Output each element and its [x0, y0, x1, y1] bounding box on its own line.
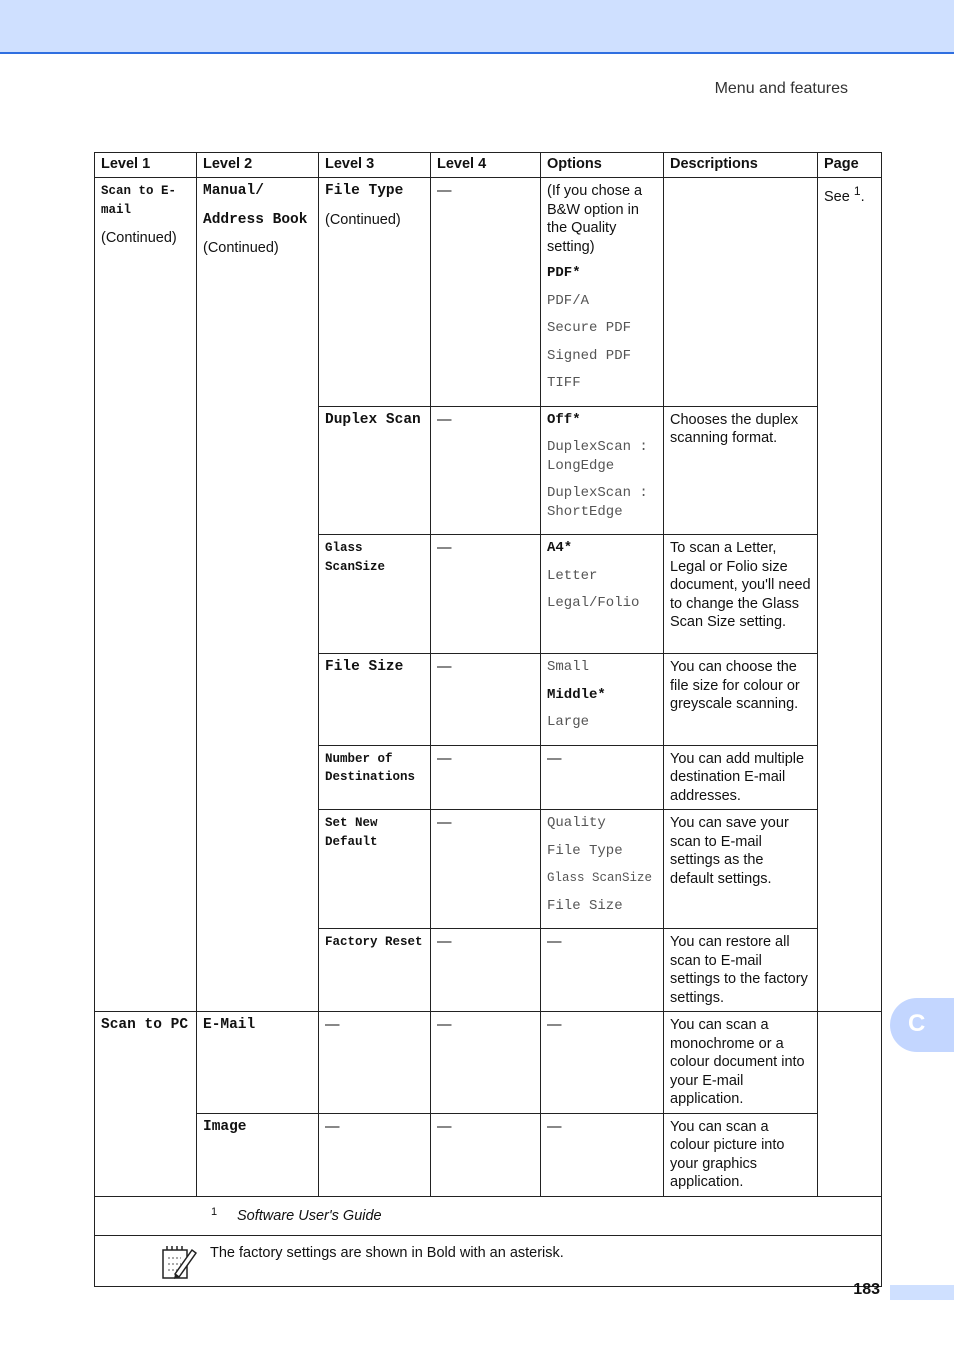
- options-cell: [541, 929, 664, 1012]
- header-level2: Level 2: [197, 153, 319, 178]
- option-item: A4*: [547, 540, 573, 556]
- level3-cell: [319, 178, 431, 407]
- level4-cell: [431, 1113, 541, 1196]
- options-cell: [541, 406, 664, 535]
- footnote-cell: [95, 1196, 882, 1235]
- dash: —: [437, 659, 452, 675]
- page-number: 183: [853, 1281, 880, 1298]
- level4-cell: [431, 810, 541, 929]
- level4-cell: [431, 1012, 541, 1114]
- description-cell: Chooses the duplex scanning format.: [664, 406, 818, 535]
- page-see: See: [824, 188, 850, 205]
- description-cell: You can choose the file size for colour or greyscale scanning.: [664, 654, 818, 746]
- level4-cell: [431, 745, 541, 810]
- option-item: Quality: [547, 815, 606, 831]
- level2-image: Image: [203, 1118, 247, 1135]
- level3-cell: [319, 810, 431, 929]
- option-item: Large: [547, 714, 590, 730]
- option-item: Secure PDF: [547, 320, 632, 336]
- level2-cell: [197, 1113, 319, 1196]
- dash: —: [437, 183, 452, 199]
- chapter-tab-letter: C: [908, 1010, 926, 1037]
- description-cell: You can add multiple destination E-mail addresses.: [664, 745, 818, 810]
- option-item: Letter: [547, 567, 598, 584]
- table-row: [95, 1012, 882, 1114]
- level4-cell: [431, 406, 541, 535]
- dash: —: [437, 1118, 452, 1135]
- level2-manual: Manual/: [203, 183, 264, 199]
- note-text: The factory settings are shown in Bold with an asterisk.: [210, 1244, 564, 1261]
- dash: —: [325, 1017, 340, 1033]
- option-item: DuplexScan : LongEdge: [547, 439, 648, 474]
- file-type-intro: (If you chose a B&W option in the Quality setting): [547, 183, 643, 255]
- top-banner: [0, 0, 954, 54]
- level3-cell: [319, 654, 431, 746]
- options-cell: [541, 1012, 664, 1114]
- page-cell: [818, 178, 882, 1012]
- dash: —: [547, 1017, 562, 1033]
- level3-cell: [319, 745, 431, 810]
- header-options: Options: [541, 153, 664, 178]
- page-dot: .: [860, 188, 865, 205]
- footnote-ref: 1: [853, 184, 861, 198]
- level3-set-new-default: Set New Default: [325, 816, 378, 849]
- note-row: [95, 1235, 882, 1286]
- option-item: PDF*: [547, 265, 581, 281]
- option-item: Glass ScanSize: [547, 871, 653, 885]
- dash: —: [325, 1118, 340, 1135]
- options-cell: [541, 178, 664, 407]
- level2-address-book: Address Book: [203, 211, 308, 228]
- table-row: [95, 178, 882, 407]
- menu-table: [94, 152, 882, 1287]
- level3-glass-scansize: Glass ScanSize: [325, 541, 386, 574]
- description-cell: To scan a Letter, Legal or Folio size document, you'll need to change the Glass Scan Size setting.: [664, 535, 818, 654]
- description-cell: You can restore all scan to E-mail settings to the factory settings.: [664, 929, 818, 1012]
- description-cell: You can scan a colour picture into your graphics application.: [664, 1113, 818, 1196]
- header-descriptions: Descriptions: [664, 153, 818, 178]
- header-level1: Level 1: [95, 153, 197, 178]
- level3-cell: [319, 406, 431, 535]
- page-cell: [818, 1012, 882, 1197]
- dash: —: [547, 750, 562, 767]
- chapter-tab: [890, 998, 954, 1052]
- options-cell: [541, 745, 664, 810]
- dash: —: [547, 934, 562, 950]
- level3-file-type: File Type: [325, 183, 404, 199]
- page-number-bar: [890, 1285, 954, 1300]
- level2-cell: [197, 1012, 319, 1114]
- dash: —: [547, 1118, 562, 1135]
- option-item: File Type: [547, 842, 623, 859]
- footnote-text: Software User's Guide: [237, 1207, 382, 1224]
- description-cell: [664, 178, 818, 407]
- level3-cell: [319, 1012, 431, 1114]
- footnote-number: 1: [211, 1205, 218, 1218]
- level4-cell: [431, 654, 541, 746]
- option-item: Off*: [547, 411, 581, 428]
- dash: —: [437, 1017, 452, 1033]
- level2-continued: (Continued): [203, 240, 279, 256]
- option-item: Signed PDF: [547, 347, 632, 364]
- dash: —: [437, 934, 452, 950]
- options-cell: [541, 535, 664, 654]
- level1-cell: [95, 178, 197, 1012]
- option-item: Legal/Folio: [547, 595, 640, 611]
- dash: —: [437, 411, 452, 428]
- level4-cell: [431, 929, 541, 1012]
- description-cell: You can save your scan to E-mail settings as the default settings.: [664, 810, 818, 929]
- level2-email: E-Mail: [203, 1017, 256, 1033]
- table-header-row: [95, 153, 882, 178]
- option-item: Middle*: [547, 686, 606, 703]
- level3-file-size: File Size: [325, 659, 404, 675]
- note-pencil-icon: [161, 1244, 197, 1286]
- level1-continued: (Continued): [101, 230, 177, 246]
- level1-scan-to-pc: Scan to PC: [101, 1017, 189, 1033]
- option-item: TIFF: [547, 375, 581, 391]
- level4-cell: [431, 535, 541, 654]
- level3-cell: [319, 1113, 431, 1196]
- option-item: File Size: [547, 897, 623, 914]
- level3-cell: [319, 535, 431, 654]
- options-cell: [541, 1113, 664, 1196]
- dash: —: [437, 540, 452, 556]
- description-cell: You can scan a monochrome or a colour document into your E-mail application.: [664, 1012, 818, 1114]
- header-page: Page: [818, 153, 882, 178]
- level3-continued: (Continued): [325, 211, 401, 228]
- level3-factory-reset: Factory Reset: [325, 935, 423, 949]
- level3-duplex-scan: Duplex Scan: [325, 411, 421, 428]
- level3-cell: [319, 929, 431, 1012]
- level1-scan-to-email: Scan to E-mail: [101, 184, 177, 217]
- option-item: Small: [547, 659, 590, 675]
- level2-cell: [197, 178, 319, 1012]
- level4-cell: [431, 178, 541, 407]
- footnote-row: [95, 1196, 882, 1235]
- table-row: [95, 1113, 882, 1196]
- note-cell: [95, 1235, 882, 1286]
- header-level3: Level 3: [319, 153, 431, 178]
- options-cell: [541, 810, 664, 929]
- dash: —: [437, 815, 452, 831]
- option-item: DuplexScan : ShortEdge: [547, 485, 648, 520]
- level1-cell: [95, 1012, 197, 1197]
- level3-number-destinations: Number of Destinations: [325, 751, 416, 784]
- option-item: PDF/A: [547, 292, 590, 309]
- options-cell: [541, 654, 664, 746]
- page-header-title: Menu and features: [714, 80, 848, 97]
- header-level4: Level 4: [431, 153, 541, 178]
- dash: —: [437, 750, 452, 767]
